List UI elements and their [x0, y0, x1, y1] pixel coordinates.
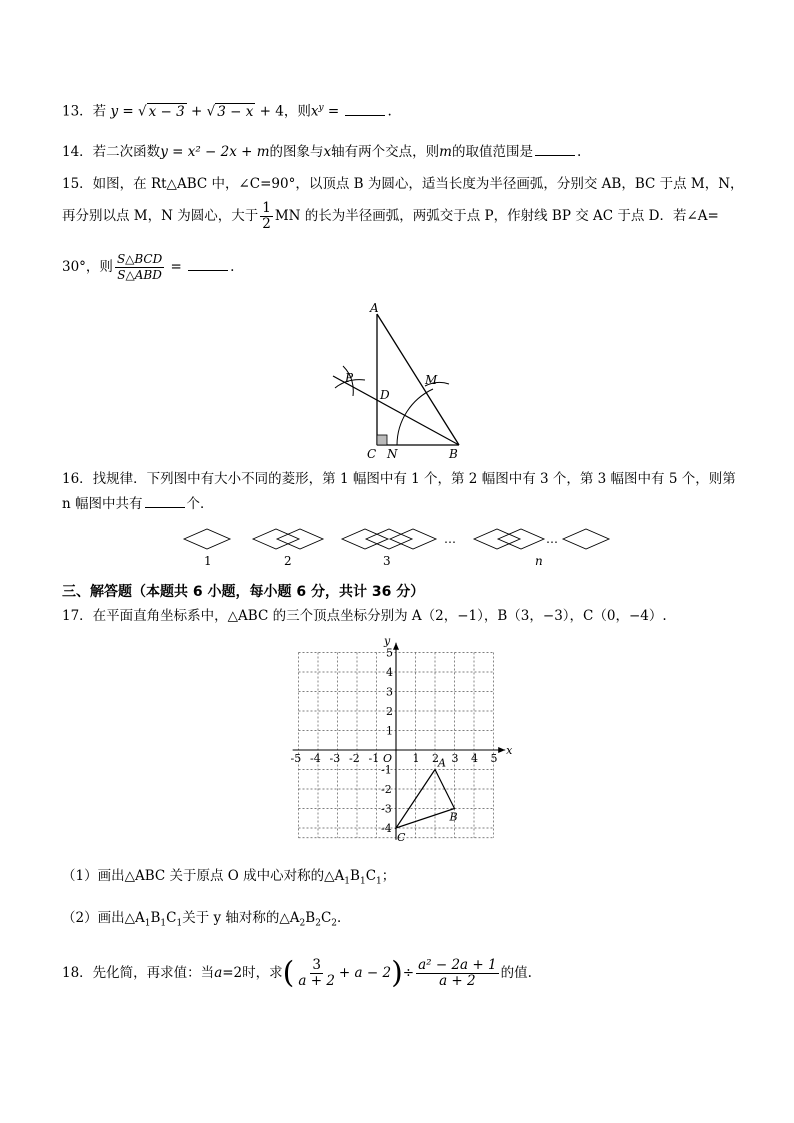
point-label-A: A: [438, 756, 446, 770]
y-axis-arrow: [393, 643, 399, 650]
q15-answer-blank[interactable]: [188, 256, 228, 271]
q15-half-num: 1: [262, 200, 271, 216]
y-tick-label: 1: [386, 724, 393, 738]
question-17-part-2: [62, 908, 351, 934]
rhombus-fig1: [184, 529, 230, 549]
q14-x: x: [323, 144, 332, 160]
q17-sub2-text: （2）画出△A: [62, 910, 145, 926]
q17-sub2-idx-b2: 2: [315, 918, 321, 929]
q13-eq: =: [118, 103, 139, 120]
q13-plus: +: [186, 103, 207, 120]
q17-sub1-b: B: [350, 868, 360, 884]
question-17: 17．在平面直角坐标系中，△ABC 的三个顶点坐标分别为 A（2，−1），B（3，−3），C（0，−4）.: [62, 608, 667, 624]
x-tick-label: 1: [412, 752, 420, 765]
q13-then: ，则: [283, 103, 311, 120]
q16-answer-blank[interactable]: [145, 493, 185, 508]
q18-f2-num: a² − 2a + 1: [418, 957, 497, 973]
ellipsis-2: …: [546, 532, 558, 546]
q15-area-num: S△BCD: [116, 252, 163, 266]
fig16-label-3: 3: [383, 554, 391, 568]
q17-sub2-e: B: [305, 910, 316, 926]
q13-answer-blank[interactable]: [345, 101, 385, 116]
label-D: D: [380, 388, 390, 402]
y-tick-label: -4: [381, 822, 392, 835]
label-N: N: [387, 447, 398, 461]
origin-label: O: [383, 752, 393, 765]
q14-mid2: 轴有两个交点，则: [331, 144, 440, 160]
ray-BP: [333, 376, 459, 445]
q17-sub2-d: 关于 y 轴对称的△A: [182, 910, 300, 926]
q13-var-y: y: [110, 103, 119, 120]
rhombus-fign-c: [563, 529, 609, 549]
q18-plus-term: + a − 2: [338, 965, 392, 981]
question-15-line-1: 15．如图，在 Rt△ABC 中，∠C=90°，以顶点 B 为圆心，适当长度为半径画弧，分别交 AB，BC 于点 M，N，: [62, 176, 744, 192]
q18-left-paren: (: [282, 955, 295, 991]
question-14: [62, 141, 581, 162]
question-16-line-1: 16．找规律．下列图中有大小不同的菱形，第 1 幅图中有 1 个，第 2 幅图中有 3 个，第 3 幅图中有 5 个，则第: [62, 471, 736, 487]
fig16-label-1: 1: [204, 554, 212, 568]
q15-line2a: 再分别以点 M，N 为圆心，大于: [62, 208, 259, 224]
q13-eq2: =: [323, 103, 344, 120]
q15-area-ratio: [115, 252, 164, 283]
y-tick-label: 5: [386, 646, 393, 660]
label-B: B: [449, 447, 458, 461]
q17-sub2-idx-c1: 1: [176, 918, 183, 929]
y-tick-label: -2: [381, 783, 392, 796]
q17-sub1-idx-c: 1: [376, 876, 382, 887]
q17-sub2-c: C: [166, 910, 177, 926]
q18-fraction-1: [296, 958, 337, 989]
q15-line3a: 30°，则: [62, 259, 113, 275]
q17-sub1-idx-a: 1: [344, 876, 351, 887]
x-tick-label: -3: [329, 752, 341, 765]
q17-sub2-f: C: [320, 910, 332, 926]
q17-sub2-idx-b1: 1: [160, 918, 167, 929]
question-15-line-2: [62, 201, 719, 232]
q16-line2b: 个．: [186, 496, 214, 512]
q17-sub2-b: B: [150, 910, 161, 926]
q18-label: 18．先化简，再求值：当: [62, 965, 215, 981]
question-13: 13．若 y = √ x − 3 + √ 3 − x + 4，则$x^y$ = .: [62, 98, 392, 122]
q18-f2-den: a + 2: [439, 973, 476, 989]
ellipsis-1: …: [444, 532, 456, 546]
q18-end: 的值.: [500, 965, 532, 981]
x-tick-label: -1: [368, 752, 380, 765]
point-label-C: C: [397, 831, 406, 844]
label-P: P: [345, 371, 354, 385]
q14-answer-blank[interactable]: [535, 141, 575, 156]
q17-sub2-idx-a1: 1: [144, 918, 151, 929]
question-16-line-2: [62, 493, 214, 514]
q13-radicand-2: 3 − x: [217, 103, 254, 120]
y-tick-label: -1: [381, 763, 392, 777]
q17-sub2-idx-c2: 2: [331, 918, 338, 929]
q15-line3c: .: [230, 259, 235, 275]
question-18: [62, 955, 532, 992]
figure-16-rhombus-pattern: [180, 525, 616, 570]
q13-plus4: + 4: [255, 103, 284, 120]
x-tick-label: -4: [310, 752, 321, 765]
q17-sub1-text: （1）画出△ABC 关于原点 O 成中心对称的△A: [62, 868, 345, 884]
q14-end: 的取值范围是: [451, 144, 533, 160]
y-tick-label: 3: [386, 685, 393, 699]
q14-mid: 的图象与: [269, 144, 324, 160]
q15-area-den: S△ABD: [117, 268, 162, 282]
q13-base: x: [310, 103, 319, 120]
fig16-label-n: n: [535, 554, 543, 568]
q18-f1-num: 3: [312, 957, 321, 973]
y-axis-label: y: [384, 634, 391, 648]
q18-var-a: a: [214, 965, 223, 981]
q14-m: m: [439, 144, 452, 160]
x-axis-arrow: [498, 747, 505, 753]
q15-half-den: 2: [262, 216, 271, 232]
label-M: M: [425, 373, 438, 387]
q18-f1-den: a + 2: [298, 973, 335, 989]
q13-end: .: [387, 103, 392, 120]
section-3-title: 三、解答题（本题共 6 小题，每小题 6 分，共计 36 分）: [62, 584, 425, 600]
y-tick-label: 2: [386, 705, 393, 718]
label-C: C: [367, 447, 377, 461]
q15-line3b: =: [166, 259, 187, 275]
q17-sub2-end: ．: [337, 910, 351, 926]
arc-MN: [397, 389, 433, 445]
q17-sub1-c: C: [365, 868, 377, 884]
q13-exp: y: [318, 103, 324, 113]
x-tick-label: 3: [451, 752, 459, 765]
x-axis-label: x: [506, 744, 513, 757]
segment-AB: [377, 314, 459, 445]
right-angle-mark: [377, 435, 387, 445]
question-17-part-1: [62, 866, 395, 892]
q18-right-paren: ): [391, 955, 403, 991]
q14-expression: y = x² − 2x + m: [160, 144, 270, 160]
q17-sub2-idx-a2: 2: [299, 918, 306, 929]
x-tick-label: 4: [471, 752, 478, 765]
y-tick-label: -3: [381, 802, 392, 816]
q16-line2a: n 幅图中共有: [62, 496, 143, 512]
q15-half-fraction: [260, 201, 273, 232]
q15-line2b: MN 的长为半径画弧，两弧交于点 P，作射线 BP 交 AC 于点 D．若∠A=: [274, 208, 719, 224]
q14-dot: .: [576, 144, 582, 160]
figure-17-coordinate-grid: [288, 634, 513, 846]
q17-sub1-idx-b: 1: [359, 876, 366, 887]
q18-fraction-2: [416, 958, 498, 989]
q13-label: 13．若: [62, 103, 107, 120]
point-label-B: B: [449, 810, 458, 824]
x-tick-label: 5: [490, 752, 498, 765]
figure-15-triangle: [325, 298, 475, 460]
x-tick-label: 2: [432, 752, 439, 765]
q17-sub1-end: ；: [381, 868, 396, 884]
q13-radicand-1: x − 3: [148, 103, 185, 120]
label-A: A: [370, 301, 379, 315]
x-tick-label: -5: [290, 752, 302, 765]
y-tick-label: 4: [386, 666, 393, 679]
q14-label: 14．若二次函数: [62, 144, 161, 160]
x-tick-label: -2: [349, 752, 360, 765]
fig16-label-2: 2: [284, 554, 292, 568]
q18-divide: ÷: [402, 965, 415, 981]
question-15-line-3: [62, 250, 234, 284]
q18-mid: =2时，求: [222, 965, 283, 981]
triangle-ABC: [396, 770, 455, 829]
